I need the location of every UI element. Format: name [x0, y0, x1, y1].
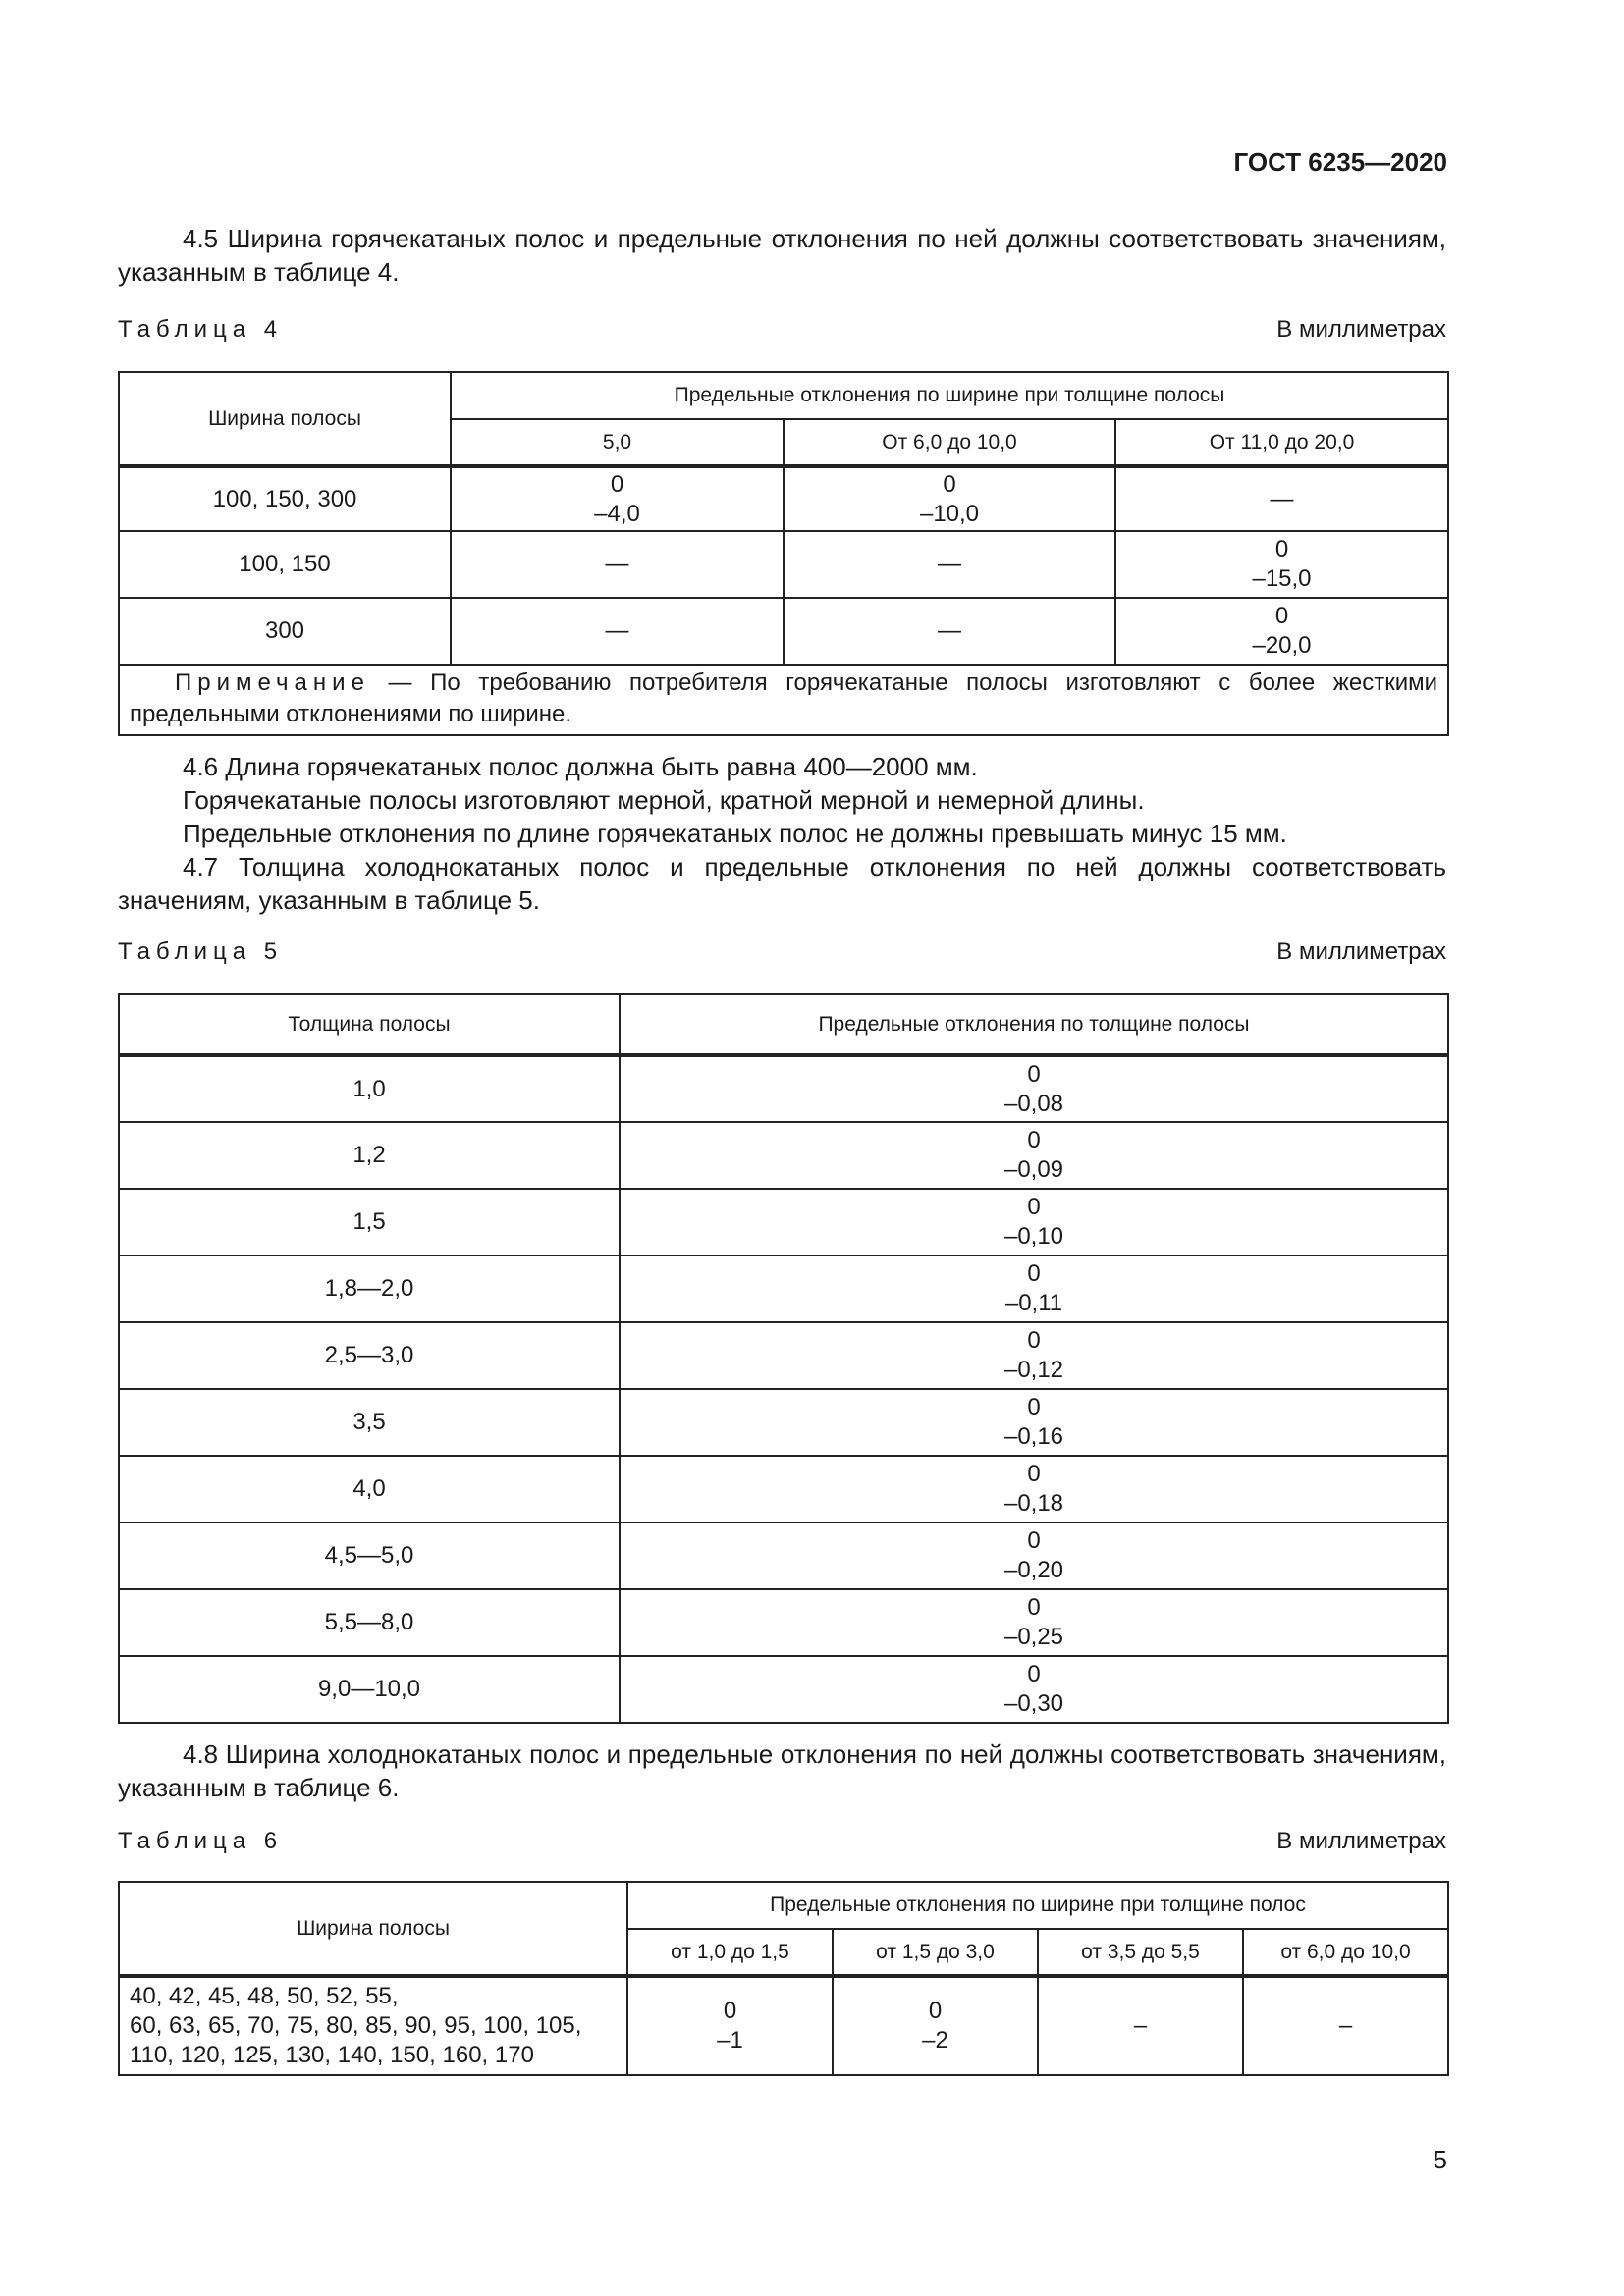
table-cell: 1,5: [119, 1189, 620, 1255]
table-cell: 1,2: [119, 1122, 620, 1189]
table-row: [119, 1656, 1448, 1723]
table-row: [119, 1322, 1448, 1389]
table-4: [118, 371, 1449, 736]
table-5-header-deviation: Предельные отклонения по толщине полосы: [620, 994, 1448, 1055]
table-cell: 0 –20,0: [1115, 598, 1448, 665]
table-4-subheader: 5,0: [451, 419, 784, 466]
table-6: [118, 1881, 1449, 2076]
table-row: [119, 1122, 1448, 1189]
table-4-units: В миллиметрах: [1276, 316, 1446, 343]
table-5-units: В миллиметрах: [1276, 938, 1446, 965]
paragraph-4-6-c: Предельные отклонения по длине горячекатаных полос не должны превышать минус 15 мм.: [183, 819, 1287, 848]
table-cell: 0 –0,10: [620, 1189, 1448, 1255]
table-row: [119, 1976, 1448, 2075]
table-5: [118, 993, 1449, 1724]
document-id: ГОСТ 6235—2020: [1233, 147, 1447, 177]
table-row: [119, 466, 1448, 531]
page-number: 5: [1433, 2145, 1447, 2174]
table-4-note-row: [119, 665, 1448, 735]
table-5-header-thickness: Толщина полосы: [119, 994, 620, 1055]
table-cell: 100, 150: [119, 531, 451, 598]
table-cell: —: [451, 531, 784, 598]
paragraph-4-6-b: Горячекатаные полосы изготовляют мерной, кратной мерной и немерной длины.: [183, 785, 1145, 815]
table-5-caption-row: [118, 938, 1446, 966]
table-6-header-group: Предельные отклонения по ширине при толщине полос: [627, 1882, 1448, 1929]
table-cell: 40, 42, 45, 48, 50, 52, 55, 60, 63, 65, 70, 75, 80, 85, 90, 95, 100, 105, 110, 120, 125, 130, 140, 150, 160, 170: [119, 1976, 627, 2075]
table-cell: 4,0: [119, 1456, 620, 1522]
table-cell: –: [1243, 1976, 1448, 2075]
paragraph-4-7: 4.7 Толщина холоднокатаных полос и предельные отклонения по ней должны соответствовать значениям, указанным в таблице 5.: [118, 852, 1446, 915]
table-4-header-width: Ширина полосы: [119, 372, 451, 466]
table-4-caption: Таблица 4: [118, 316, 284, 343]
table-row: [119, 531, 1448, 598]
table-row: [119, 1522, 1448, 1589]
table-row: [119, 1589, 1448, 1656]
table-cell: —: [784, 598, 1115, 665]
table-cell: 0 –0,18: [620, 1456, 1448, 1522]
table-cell: –: [1038, 1976, 1243, 2075]
table-cell: 9,0—10,0: [119, 1656, 620, 1723]
table-row: [119, 1055, 1448, 1122]
paragraph-4-8: 4.8 Ширина холоднокатаных полос и предельные отклонения по ней должны соответствовать значениям, указанным в таблице 6.: [118, 1739, 1446, 1802]
table-cell: 0 –0,09: [620, 1122, 1448, 1189]
table-cell: 100, 150, 300: [119, 466, 451, 531]
table-row: [119, 1456, 1448, 1522]
table-row: [119, 598, 1448, 665]
table-cell: 0 –0,20: [620, 1522, 1448, 1589]
table-6-subheader: от 1,5 до 3,0: [833, 1929, 1038, 1976]
table-cell: 5,5—8,0: [119, 1589, 620, 1656]
table-4-header-group: Предельные отклонения по ширине при толщине полосы: [451, 372, 1448, 419]
table-cell: —: [451, 598, 784, 665]
table-cell: 3,5: [119, 1389, 620, 1456]
table-cell: 0 –0,16: [620, 1389, 1448, 1456]
table-cell: —: [784, 531, 1115, 598]
table-cell: 1,0: [119, 1055, 620, 1122]
table-cell: 0 –0,25: [620, 1589, 1448, 1656]
table-4-caption-row: [118, 316, 1446, 344]
table-cell: 1,8—2,0: [119, 1255, 620, 1322]
table-cell: 0 –1: [627, 1976, 833, 2075]
table-cell: 4,5—5,0: [119, 1522, 620, 1589]
note-text: — По требованию потребителя горячекатаные полосы изготовляют с более жесткими предельными отклонениями по ширине.: [130, 669, 1438, 727]
table-6-subheader: от 3,5 до 5,5: [1038, 1929, 1243, 1976]
table-cell: 0 –4,0: [451, 466, 784, 531]
table-6-header-width: Ширина полосы: [119, 1882, 627, 1976]
note-label: Примечание: [175, 669, 370, 696]
table-row: [119, 1189, 1448, 1255]
table-cell: 0 –10,0: [784, 466, 1115, 531]
table-6-subheader: от 1,0 до 1,5: [627, 1929, 833, 1976]
table-cell: —: [1115, 466, 1448, 531]
table-cell: 0 –2: [833, 1976, 1038, 2075]
table-6-units: В миллиметрах: [1276, 1828, 1446, 1854]
table-row: [119, 1389, 1448, 1456]
table-cell: 2,5—3,0: [119, 1322, 620, 1389]
table-cell: 0 –15,0: [1115, 531, 1448, 598]
table-6-caption-row: [118, 1828, 1446, 1855]
table-4-subheader: От 6,0 до 10,0: [784, 419, 1115, 466]
table-cell: 0 –0,12: [620, 1322, 1448, 1389]
table-cell: 0 –0,08: [620, 1055, 1448, 1122]
table-cell: 0 –0,30: [620, 1656, 1448, 1723]
table-5-caption: Таблица 5: [118, 938, 284, 965]
table-4-note: [119, 665, 1448, 735]
table-4-subheader: От 11,0 до 20,0: [1115, 419, 1448, 466]
table-6-caption: Таблица 6: [118, 1828, 284, 1854]
table-cell: 300: [119, 598, 451, 665]
table-cell: 0 –0,11: [620, 1255, 1448, 1322]
table-6-subheader: от 6,0 до 10,0: [1243, 1929, 1448, 1976]
paragraph-4-5: 4.5 Ширина горячекатаных полос и предельные отклонения по ней должны соответствовать значениям, указанным в таблице 4.: [118, 224, 1446, 287]
table-row: [119, 1255, 1448, 1322]
paragraph-4-6: 4.6 Длина горячекатаных полос должна быть равна 400—2000 мм.: [183, 752, 978, 781]
